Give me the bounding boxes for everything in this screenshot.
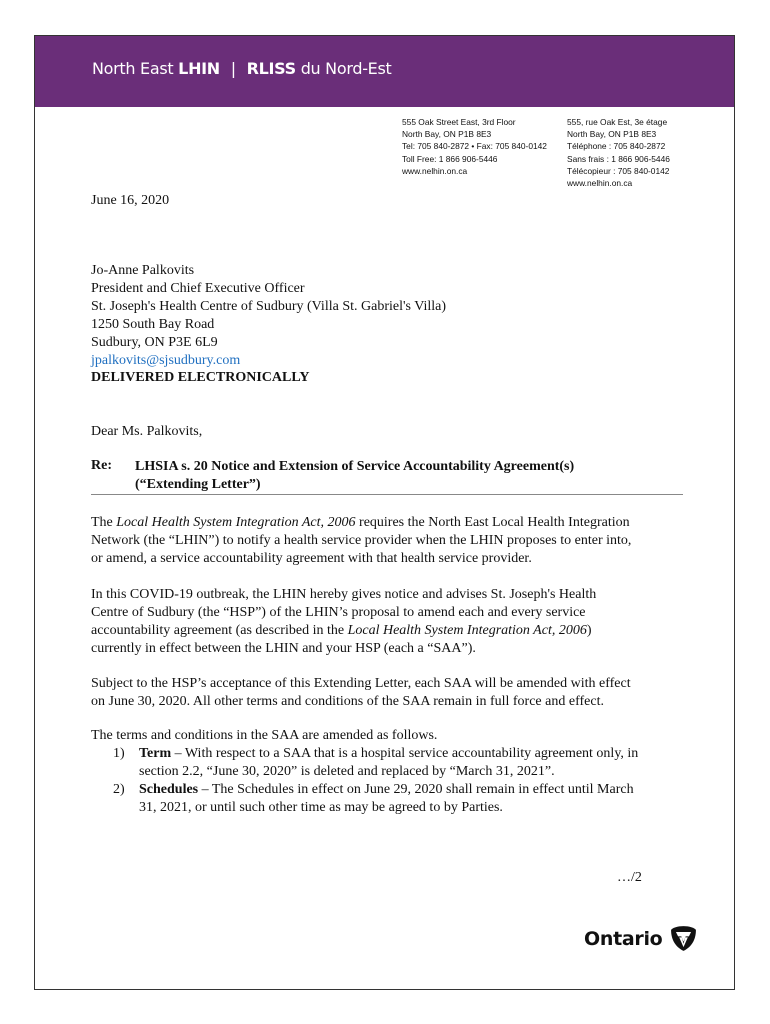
org-name <box>92 59 392 78</box>
letter-date: June 16, 2020 <box>91 193 170 208</box>
amendment-term: Term <box>139 746 172 761</box>
text-line: Network (the “LHIN”) to notify a health service provider when the LHIN proposes to enter into, <box>91 533 632 548</box>
text-run: ) <box>586 623 592 638</box>
page-continuation: …/2 <box>617 870 642 885</box>
org-acronym-en: LHIN <box>178 59 220 78</box>
recipient-name: Jo-Anne Palkovits <box>91 263 195 278</box>
ontario-logo <box>584 925 697 952</box>
act-title: Local Health System Integration Act, 2006 <box>347 623 587 638</box>
header-banner <box>35 36 734 107</box>
text-run: The <box>91 515 117 530</box>
paragraph-4: The terms and conditions in the SAA are amended as follows. <box>91 728 438 743</box>
org-acronym-fr: RLISS <box>246 59 296 78</box>
text-run: requires the North East Local Health Integration <box>355 515 630 530</box>
org-name-fr: du Nord-Est <box>300 59 392 78</box>
address-line: Tel: 705 840-2872 • Fax: 705 840-0142 <box>402 141 547 152</box>
text-line: or amend, a service accountability agreement with that health service provider. <box>91 551 532 566</box>
address-line: Téléphone : 705 840-2872 <box>567 141 666 152</box>
text-run: – With respect to a SAA that is a hospital service accountability agreement only, in <box>171 746 639 761</box>
recipient-block <box>91 262 446 370</box>
salutation: Dear Ms. Palkovits, <box>91 424 203 439</box>
address-line: Télécopieur : 705 840-0142 <box>567 165 670 176</box>
list-item <box>91 781 638 817</box>
org-name-en: North East <box>92 59 174 78</box>
text-line: In this COVID-19 outbreak, the LHIN hereby gives notice and advises St. Joseph's Health <box>91 587 597 602</box>
paragraph-3 <box>91 675 631 711</box>
address-line: Sans frais : 1 866 906-5446 <box>567 153 670 164</box>
list-number: 2) <box>113 782 125 797</box>
website-link[interactable]: www.nelhin.on.ca <box>402 165 468 176</box>
recipient-city: Sudbury, ON P3E 6L9 <box>91 335 218 350</box>
subject-line-1: LHSIA s. 20 Notice and Extension of Service Accountability Agreement(s) <box>135 459 575 474</box>
amendments-list <box>91 745 638 817</box>
subject-line <box>135 458 574 494</box>
ontario-wordmark: Ontario <box>584 927 663 950</box>
text-line: 31, 2021, or until such other time as may be agreed to by Parties. <box>139 800 503 815</box>
text-line: currently in effect between the LHIN and your HSP (each a “SAA”). <box>91 641 476 656</box>
subject-line-2: (“Extending Letter”) <box>135 477 261 492</box>
recipient-street: 1250 South Bay Road <box>91 317 215 332</box>
text-run: – The Schedules in effect on June 29, 2020 shall remain in effect until March <box>198 782 634 797</box>
amendment-term: Schedules <box>139 782 199 797</box>
text-run: accountability agreement (as described in the <box>91 623 348 638</box>
paragraph-2 <box>91 586 596 658</box>
address-line: North Bay, ON P1B 8E3 <box>567 129 657 140</box>
address-french <box>567 116 670 189</box>
delivery-method: DELIVERED ELECTRONICALLY <box>91 370 310 385</box>
list-number: 1) <box>113 746 125 761</box>
list-item <box>91 745 638 781</box>
recipient-title: President and Chief Executive Officer <box>91 281 305 296</box>
text-line: section 2.2, “June 30, 2020” is deleted and replaced by “March 31, 2021”. <box>139 764 555 779</box>
text-line: Centre of Sudbury (the “HSP”) of the LHIN’s proposal to amend each and every service <box>91 605 586 620</box>
act-title: Local Health System Integration Act, 2006 <box>116 515 356 530</box>
recipient-email-link[interactable]: jpalkovits@sjsudbury.com <box>91 353 241 368</box>
subject-divider <box>91 494 683 495</box>
recipient-organization: St. Joseph's Health Centre of Sudbury (Villa St. Gabriel's Villa) <box>91 299 447 314</box>
text-line: on June 30, 2020. All other terms and conditions of the SAA remain in full force and effect. <box>91 694 604 709</box>
address-english <box>402 116 547 177</box>
org-separator: | <box>230 59 236 78</box>
trillium-icon <box>670 925 697 952</box>
text-line: Subject to the HSP’s acceptance of this Extending Letter, each SAA will be amended with effect <box>91 676 631 691</box>
address-line: North Bay, ON P1B 8E3 <box>402 129 492 140</box>
subject-label: Re: <box>91 458 112 473</box>
address-line: 555, rue Oak Est, 3e étage <box>567 117 668 127</box>
website-link[interactable]: www.nelhin.on.ca <box>567 178 633 189</box>
letter-page <box>34 35 735 990</box>
address-line: Toll Free: 1 866 906-5446 <box>402 153 498 164</box>
paragraph-1 <box>91 514 631 568</box>
address-line: 555 Oak Street East, 3rd Floor <box>402 117 516 127</box>
